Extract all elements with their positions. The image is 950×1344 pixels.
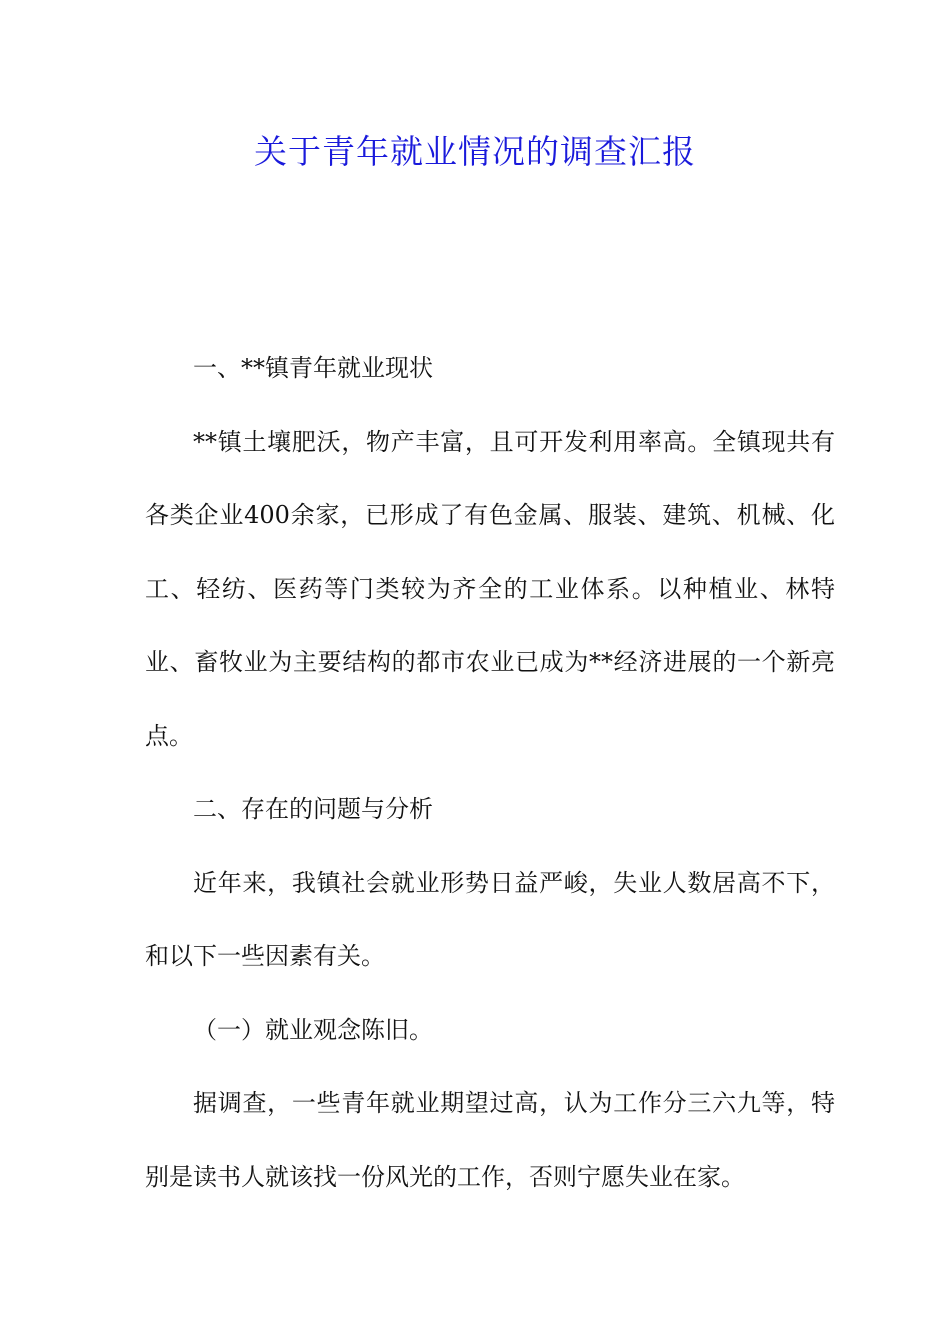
paragraph-employment-situation: 近年来，我镇社会就业形势日益严峻，失业人数居高不下，和以下一些因素有关。 xyxy=(145,868,835,970)
subsection-heading-1: （一）就业观念陈旧。 xyxy=(193,1015,433,1044)
section-heading-2: 二、存在的问题与分析 xyxy=(193,795,433,823)
section-heading-1: 一、**镇青年就业现状 xyxy=(193,354,433,382)
document-body xyxy=(145,332,835,1214)
document-title: 关于青年就业情况的调查汇报 xyxy=(254,132,696,171)
paragraph-survey-findings: 据调查，一些青年就业期望过高，认为工作分三六九等，特别是读书人就该找一份风光的工作，否则宁愿失业在家。 xyxy=(145,1089,835,1191)
paragraph-town-overview: **镇土壤肥沃，物产丰富，且可开发利用率高。全镇现共有各类企业400余家，已形成了有色金属、服装、建筑、机械、化工、轻纺、医药等门类较为齐全的工业体系。以种植业、林特业、畜牧业为主要结构的都市农业已成为**经济进展的一个新亮点。 xyxy=(145,427,835,750)
